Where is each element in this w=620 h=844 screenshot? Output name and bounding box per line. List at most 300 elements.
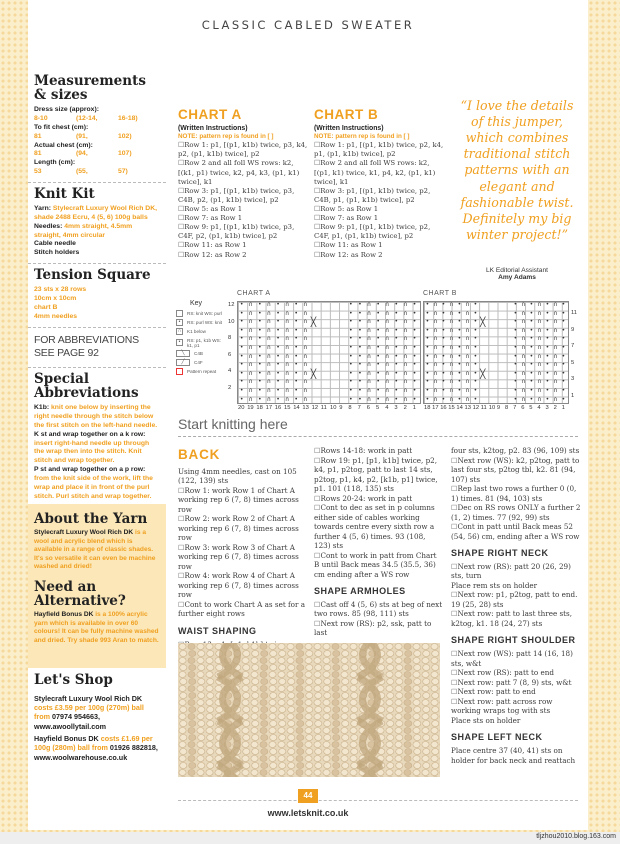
k1-below-mark: ∩ bbox=[449, 361, 454, 369]
knit-stitch bbox=[332, 700, 339, 706]
k1-below-mark: ∩ bbox=[521, 301, 526, 308]
waist-title: WAIST SHAPING bbox=[178, 625, 257, 636]
knit-stitch bbox=[197, 770, 204, 776]
knit-stitch bbox=[179, 756, 186, 762]
back-column-2 bbox=[314, 446, 444, 638]
length-values bbox=[34, 168, 160, 177]
purl-mark: • bbox=[376, 309, 380, 317]
instruction-row: ☐ Next row: patt to end bbox=[451, 687, 581, 697]
instruction-row: ☐ Next row (WS): k2, p2tog, patt to last four sts, p2tog tbl, k2. 81 (94, 107) sts bbox=[451, 456, 581, 485]
k1-below-mark: ∩ bbox=[385, 301, 390, 308]
knit-stitch bbox=[432, 777, 439, 778]
knit-stitch bbox=[197, 686, 204, 692]
knit-stitch bbox=[270, 693, 277, 699]
knit-stitch bbox=[387, 665, 394, 671]
knit-stitch bbox=[278, 644, 285, 650]
purl-mark: • bbox=[545, 378, 550, 386]
back-title: BACK bbox=[178, 447, 221, 462]
purl-mark: • bbox=[276, 344, 280, 351]
knit-stitch bbox=[279, 763, 286, 769]
knit-stitch bbox=[243, 693, 250, 699]
knit-stitch bbox=[287, 658, 294, 664]
k1-below-mark: ∩ bbox=[433, 326, 438, 334]
knit-stitch bbox=[198, 735, 205, 741]
rib-icon: • bbox=[176, 339, 183, 346]
key-item bbox=[176, 310, 224, 317]
right-shoulder-title: SHAPE RIGHT SHOULDER bbox=[451, 635, 576, 646]
special-abbrev-title: Special Abbreviations bbox=[34, 370, 139, 402]
value: (55, bbox=[76, 168, 88, 176]
knit-stitch bbox=[422, 714, 429, 720]
knit-stitch bbox=[323, 770, 330, 776]
knit-stitch bbox=[197, 714, 204, 720]
knit-stitch bbox=[423, 665, 430, 671]
shop-url[interactable]: www.woolwarehouse.co.uk bbox=[34, 752, 128, 762]
knit-stitch bbox=[431, 728, 438, 734]
k1-below-mark: ∩ bbox=[403, 318, 408, 326]
special-abbrev-section bbox=[28, 368, 166, 506]
knit-stitch bbox=[332, 742, 339, 748]
knit-stitch bbox=[404, 672, 411, 678]
k1-below-mark: ∩ bbox=[303, 378, 308, 386]
knit-stitch bbox=[324, 707, 331, 713]
knit-stitch bbox=[189, 777, 196, 778]
knit-stitch bbox=[333, 707, 340, 713]
knit-stitch bbox=[270, 665, 277, 671]
knit-stitch bbox=[207, 763, 214, 769]
knit-stitch bbox=[198, 651, 205, 657]
purl-mark: • bbox=[425, 352, 430, 360]
knit-stitch bbox=[315, 749, 322, 755]
knit-stitch bbox=[423, 735, 430, 741]
shop-url[interactable]: www.awoollytail.com bbox=[34, 721, 107, 731]
knit-stitch bbox=[278, 658, 285, 664]
k1-below-mark: ∩ bbox=[385, 344, 390, 351]
grid-number: 20 bbox=[238, 405, 245, 411]
purl-mark: • bbox=[376, 387, 380, 394]
grid-number: 15 bbox=[448, 405, 455, 411]
knit-stitch bbox=[324, 665, 331, 671]
shop-section bbox=[28, 668, 166, 766]
k1-below-mark: ∩ bbox=[385, 318, 390, 326]
knit-stitch bbox=[207, 707, 214, 713]
knit-stitch bbox=[323, 672, 330, 678]
knit-stitch bbox=[197, 700, 204, 706]
knit-stitch bbox=[315, 735, 322, 741]
instruction-row: ☐ Next row (WS): patt 14 (16, 18) sts, w&t bbox=[451, 649, 581, 668]
yarn-text: Stylecraft Luxury Wool Rich DK, shade 2488 Ecru, 4 (5, 6) 100g balls bbox=[34, 205, 158, 221]
purl-mark: • bbox=[394, 387, 399, 394]
knit-stitch bbox=[242, 700, 249, 706]
knit-stitch bbox=[279, 693, 286, 699]
knit-stitch bbox=[324, 679, 331, 685]
knit-stitch bbox=[315, 665, 322, 671]
knit-stitch bbox=[206, 658, 213, 664]
k1-below-mark: ∩ bbox=[553, 309, 558, 317]
purl-mark: • bbox=[545, 361, 550, 369]
knit-stitch bbox=[197, 728, 204, 734]
knit-stitch bbox=[297, 763, 304, 769]
grid-number: 9 bbox=[339, 405, 343, 411]
knit-stitch bbox=[296, 756, 303, 762]
purl-mark: • bbox=[441, 395, 446, 403]
knit-stitch bbox=[422, 770, 429, 776]
k1-below-mark: ∩ bbox=[403, 369, 408, 377]
k1-below-mark: ∩ bbox=[521, 326, 526, 334]
k1-below-mark: ∩ bbox=[267, 369, 271, 377]
knit-stitch bbox=[198, 679, 205, 685]
knit-stitch bbox=[188, 742, 195, 748]
value: 53 bbox=[34, 168, 42, 176]
knit-stitch bbox=[189, 763, 196, 769]
value: 57) bbox=[118, 168, 128, 176]
knit-stitch bbox=[431, 686, 438, 692]
purl-mark: • bbox=[276, 309, 280, 317]
grid-number: 14 bbox=[293, 405, 300, 411]
knit-stitch bbox=[387, 777, 394, 778]
k1-below-mark: ∩ bbox=[248, 352, 253, 360]
knit-stitch bbox=[350, 672, 357, 678]
purl-mark: • bbox=[394, 369, 399, 377]
knit-stitch bbox=[423, 693, 430, 699]
knit-stitch bbox=[269, 714, 276, 720]
k1-below-mark: ∩ bbox=[385, 309, 390, 317]
knit-stitch bbox=[314, 728, 321, 734]
instruction-row: ☐ Row 2 and all foll WS rows: k2, [(k1, p1) twice, k2, p4, k3, (p1, k1) twice], k1 bbox=[178, 159, 308, 186]
instruction-plain: Place sts on holder bbox=[451, 715, 521, 725]
purl-mark: • bbox=[394, 301, 399, 308]
knit-stitch bbox=[387, 651, 394, 657]
k1-below-mark: ∩ bbox=[449, 387, 454, 394]
knit-stitch bbox=[404, 686, 411, 692]
grid-number: 3 bbox=[394, 405, 398, 411]
knit-stitch bbox=[189, 749, 196, 755]
knit-stitch bbox=[252, 763, 259, 769]
purl-mark: • bbox=[561, 301, 566, 308]
knit-stitch bbox=[405, 693, 412, 699]
key-label: RS: p1, k1b WS: k1, p1 bbox=[187, 337, 221, 348]
k1-below-mark: ∩ bbox=[521, 395, 526, 403]
grid-number: 17 bbox=[432, 405, 439, 411]
purl-mark: • bbox=[529, 395, 534, 403]
knit-stitch bbox=[189, 707, 196, 713]
knit-stitch bbox=[270, 763, 277, 769]
instruction-row: ☐ Row 7: as Row 1 bbox=[178, 214, 308, 223]
knit-stitch bbox=[324, 777, 331, 778]
key-item bbox=[176, 368, 224, 375]
k1-below-mark: ∩ bbox=[267, 318, 271, 326]
purl-mark: • bbox=[529, 361, 534, 369]
k1-below-mark: ∩ bbox=[248, 335, 253, 343]
footer-url[interactable]: www.letsknit.co.uk bbox=[267, 808, 349, 818]
k1-below-mark: ∩ bbox=[537, 395, 542, 403]
k1-below-mark: ∩ bbox=[537, 344, 542, 351]
knit-stitch bbox=[422, 700, 429, 706]
knit-stitch bbox=[242, 658, 249, 664]
grid-number: 12 bbox=[311, 405, 319, 411]
purl-mark: • bbox=[412, 318, 417, 326]
knit-stitch bbox=[396, 651, 403, 657]
k1-below-mark: ∩ bbox=[465, 369, 470, 377]
purl-mark: • bbox=[358, 387, 362, 394]
knit-stitch bbox=[323, 756, 330, 762]
knit-stitch bbox=[180, 651, 187, 657]
key-title: Key bbox=[190, 300, 203, 307]
purl-mark: • bbox=[529, 352, 534, 360]
instruction-row: ☐ Cont to work Chart A as set for a further eight rows bbox=[178, 600, 308, 619]
grid-number: 9 bbox=[496, 405, 501, 411]
knit-fabric-photo bbox=[178, 643, 440, 777]
knit-stitch bbox=[288, 665, 295, 671]
knit-stitch bbox=[260, 728, 267, 734]
purl-mark: • bbox=[276, 352, 280, 360]
knit-stitch bbox=[405, 735, 412, 741]
back-column-3 bbox=[451, 446, 581, 765]
grid-number: 8 bbox=[228, 335, 232, 341]
purl-mark: • bbox=[258, 387, 262, 394]
k1-below-mark: ∩ bbox=[465, 352, 470, 360]
knit-stitch bbox=[261, 721, 268, 727]
knit-stitch bbox=[333, 749, 340, 755]
purl-mark: • bbox=[258, 361, 262, 369]
knit-stitch bbox=[189, 693, 196, 699]
knit-stitch bbox=[387, 707, 394, 713]
knit-stitch bbox=[431, 658, 438, 664]
knit-stitch bbox=[287, 728, 294, 734]
k1-below-mark: ∩ bbox=[267, 335, 271, 343]
purl-mark: • bbox=[349, 318, 353, 326]
knit-stitch bbox=[386, 728, 393, 734]
knit-stitch bbox=[287, 756, 294, 762]
purl-mark: • bbox=[513, 344, 518, 351]
purl-mark: • bbox=[412, 309, 417, 317]
knit-stitch bbox=[287, 672, 294, 678]
purl-mark: • bbox=[239, 326, 244, 334]
grid-number: 4 bbox=[385, 405, 389, 411]
instruction-row: ☐ Row 19: p1, [p1, k1b] twice, p2, k4, p1, p2tog, patt to last 14 sts, p2tog, p1, k4, p2, [k1b, p1] twice, p1. 101 (118, 135) sts bbox=[314, 456, 444, 494]
purl-mark: • bbox=[412, 369, 417, 377]
k1-below-mark: ∩ bbox=[521, 309, 526, 317]
purl-mark: • bbox=[239, 318, 244, 326]
knit-stitch bbox=[242, 686, 249, 692]
knit-stitch bbox=[260, 644, 267, 650]
knit-stitch bbox=[405, 721, 412, 727]
knit-stitch bbox=[269, 728, 276, 734]
knit-stitch bbox=[306, 707, 313, 713]
cable-cross-mark: ╳ bbox=[310, 369, 325, 380]
knit-stitch bbox=[414, 665, 421, 671]
purl-mark: • bbox=[294, 361, 299, 369]
knit-stitch bbox=[395, 714, 402, 720]
purl-mark: • bbox=[394, 309, 399, 317]
knit-stitch bbox=[333, 651, 340, 657]
knit-stitch bbox=[179, 644, 186, 650]
purl-mark: • bbox=[349, 309, 353, 317]
k1-below-mark: ∩ bbox=[465, 301, 470, 308]
purl-mark: • bbox=[358, 318, 362, 326]
k1-below-mark: ∩ bbox=[449, 369, 454, 377]
purl-mark: • bbox=[513, 301, 518, 308]
knit-stitch bbox=[261, 693, 268, 699]
knit-stitch bbox=[350, 644, 357, 650]
shop-title: Let's Shop bbox=[34, 672, 113, 688]
purl-mark: • bbox=[561, 378, 566, 386]
k1-below-mark: ∩ bbox=[303, 318, 308, 326]
knit-stitch bbox=[288, 777, 295, 778]
knit-stitch bbox=[432, 763, 439, 769]
knit-stitch bbox=[413, 728, 420, 734]
k1-below-mark: ∩ bbox=[267, 344, 271, 351]
needles-text: 4mm straight, 4.5mm straight, 4mm circular bbox=[34, 222, 133, 239]
purl-mark: • bbox=[529, 309, 534, 317]
knit-stitch bbox=[351, 749, 358, 755]
k1-below-mark: ∩ bbox=[449, 309, 454, 317]
k1-below-mark: ∩ bbox=[449, 335, 454, 343]
grid-number: 9 bbox=[571, 326, 575, 333]
k1-below-mark: ∩ bbox=[521, 361, 526, 369]
knit-stitch bbox=[296, 742, 303, 748]
k1-below-mark: ∩ bbox=[267, 387, 271, 394]
k1-below-mark: ∩ bbox=[367, 309, 371, 317]
k1-below-mark: ∩ bbox=[285, 395, 289, 403]
knit-stitch bbox=[297, 679, 304, 685]
pst-text: from the knit side of the work, lift the wrap and place it in front of the purl stitch. Purl stitch and wrap together. bbox=[34, 474, 153, 500]
k1-below-mark: ∩ bbox=[553, 301, 558, 308]
purl-mark: • bbox=[394, 335, 399, 343]
knit-stitch bbox=[378, 777, 385, 778]
k1-below-mark: ∩ bbox=[285, 301, 289, 308]
k1-below-mark: ∩ bbox=[553, 326, 558, 334]
knit-stitch bbox=[260, 714, 267, 720]
knit-stitch bbox=[288, 679, 295, 685]
k1-below-mark: ∩ bbox=[403, 335, 408, 343]
k1-below-mark: ∩ bbox=[465, 378, 470, 386]
purl-mark: • bbox=[513, 378, 518, 386]
purl-mark: • bbox=[258, 395, 262, 403]
chart-b-subtitle: (Written Instructions) bbox=[314, 124, 384, 132]
knit-stitch bbox=[423, 651, 430, 657]
knit-stitch bbox=[180, 763, 187, 769]
knit-stitch bbox=[341, 644, 348, 650]
knit-stitch bbox=[386, 644, 393, 650]
knit-stitch bbox=[287, 742, 294, 748]
purl-mark: • bbox=[473, 326, 478, 334]
knit-stitch bbox=[260, 672, 267, 678]
grid-number: 8 bbox=[505, 405, 509, 411]
purl-mark: • bbox=[358, 378, 362, 386]
knit-stitch bbox=[179, 672, 186, 678]
k1-below-mark: ∩ bbox=[367, 318, 371, 326]
knit-stitch bbox=[314, 672, 321, 678]
purl-mark: • bbox=[441, 309, 446, 317]
instruction-row: ☐ Next row (RS): p2, ssk, patt to last bbox=[314, 619, 444, 638]
k1-below-mark: ∩ bbox=[521, 387, 526, 394]
pst-label: P st and wrap together on a p row: bbox=[34, 466, 146, 474]
purl-mark: • bbox=[412, 326, 417, 334]
k1-below-mark: ∩ bbox=[449, 352, 454, 360]
knit-kit-section bbox=[28, 183, 166, 264]
knit-stitch bbox=[413, 644, 420, 650]
knit-stitch bbox=[198, 707, 205, 713]
instruction-row: ☐ Row 5: as Row 1 bbox=[178, 205, 308, 214]
knit-stitch bbox=[288, 721, 295, 727]
k1-below-mark: ∩ bbox=[303, 335, 308, 343]
purl-mark: • bbox=[394, 378, 399, 386]
knit-stitch bbox=[278, 770, 285, 776]
knit-stitch bbox=[252, 777, 259, 778]
k1-below-mark: ∩ bbox=[403, 352, 408, 360]
measurements-title: Measurements & sizes bbox=[34, 73, 146, 104]
knit-stitch bbox=[179, 742, 186, 748]
knit-stitch bbox=[288, 749, 295, 755]
stitch-holders: Stitch holders bbox=[34, 249, 80, 257]
knit-stitch bbox=[279, 651, 286, 657]
k1-below-mark: ∩ bbox=[385, 335, 390, 343]
knit-stitch bbox=[288, 693, 295, 699]
knit-stitch bbox=[198, 749, 205, 755]
purl-mark: • bbox=[441, 387, 446, 394]
knit-stitch bbox=[431, 644, 438, 650]
knit-stitch bbox=[306, 735, 313, 741]
knit-stitch bbox=[404, 728, 411, 734]
knit-stitch bbox=[206, 756, 213, 762]
knit-stitch bbox=[207, 679, 214, 685]
purl-mark: • bbox=[561, 344, 566, 351]
purl-mark: • bbox=[294, 335, 299, 343]
knit-stitch bbox=[270, 749, 277, 755]
purl-mark: • bbox=[276, 318, 280, 326]
purl-mark: • bbox=[239, 301, 244, 308]
k1-below-mark: ∩ bbox=[537, 387, 542, 394]
k1-below-mark: ∩ bbox=[433, 335, 438, 343]
purl-mark: • bbox=[358, 395, 362, 403]
knit-stitch bbox=[350, 770, 357, 776]
knit-stitch bbox=[207, 651, 214, 657]
knit-stitch bbox=[323, 700, 330, 706]
knit-stitch bbox=[206, 686, 213, 692]
k1-below-mark: ∩ bbox=[433, 378, 438, 386]
purl-mark: • bbox=[561, 395, 566, 403]
purl-mark: • bbox=[258, 378, 262, 386]
knit-stitch bbox=[342, 707, 349, 713]
k1-below-mark: ∩ bbox=[553, 369, 558, 377]
knit-stitch bbox=[207, 721, 214, 727]
instruction-row: ☐ Rows 20-24: work in patt bbox=[314, 494, 444, 504]
purl-mark: • bbox=[358, 326, 362, 334]
purl-mark: • bbox=[276, 335, 280, 343]
knit-stitch bbox=[386, 714, 393, 720]
knit-stitch bbox=[305, 644, 312, 650]
knit-stitch bbox=[332, 756, 339, 762]
purl-mark: • bbox=[412, 352, 417, 360]
k1-below-mark: ∩ bbox=[537, 369, 542, 377]
grid-number: 3 bbox=[545, 405, 549, 411]
knit-stitch bbox=[188, 700, 195, 706]
knit-stitch bbox=[243, 665, 250, 671]
purl-mark: • bbox=[545, 326, 550, 334]
about-yarn-title: About the Yarn bbox=[34, 511, 148, 527]
knit-stitch bbox=[314, 756, 321, 762]
alternative-body: is a 100% acrylic yarn which is available in over 60 colours! It can be fully machine washed and dried. Try shade 993 Aran to match. bbox=[34, 611, 159, 645]
knit-stitch bbox=[279, 665, 286, 671]
k1-below-mark: ∩ bbox=[285, 344, 289, 351]
alternative-name: Hayfield Bonus DK bbox=[34, 611, 94, 619]
tension-line: chart B bbox=[34, 303, 58, 311]
purl-mark: • bbox=[358, 352, 362, 360]
knit-stitch bbox=[287, 644, 294, 650]
knit-stitch bbox=[432, 679, 439, 685]
value: 81 bbox=[34, 132, 42, 140]
